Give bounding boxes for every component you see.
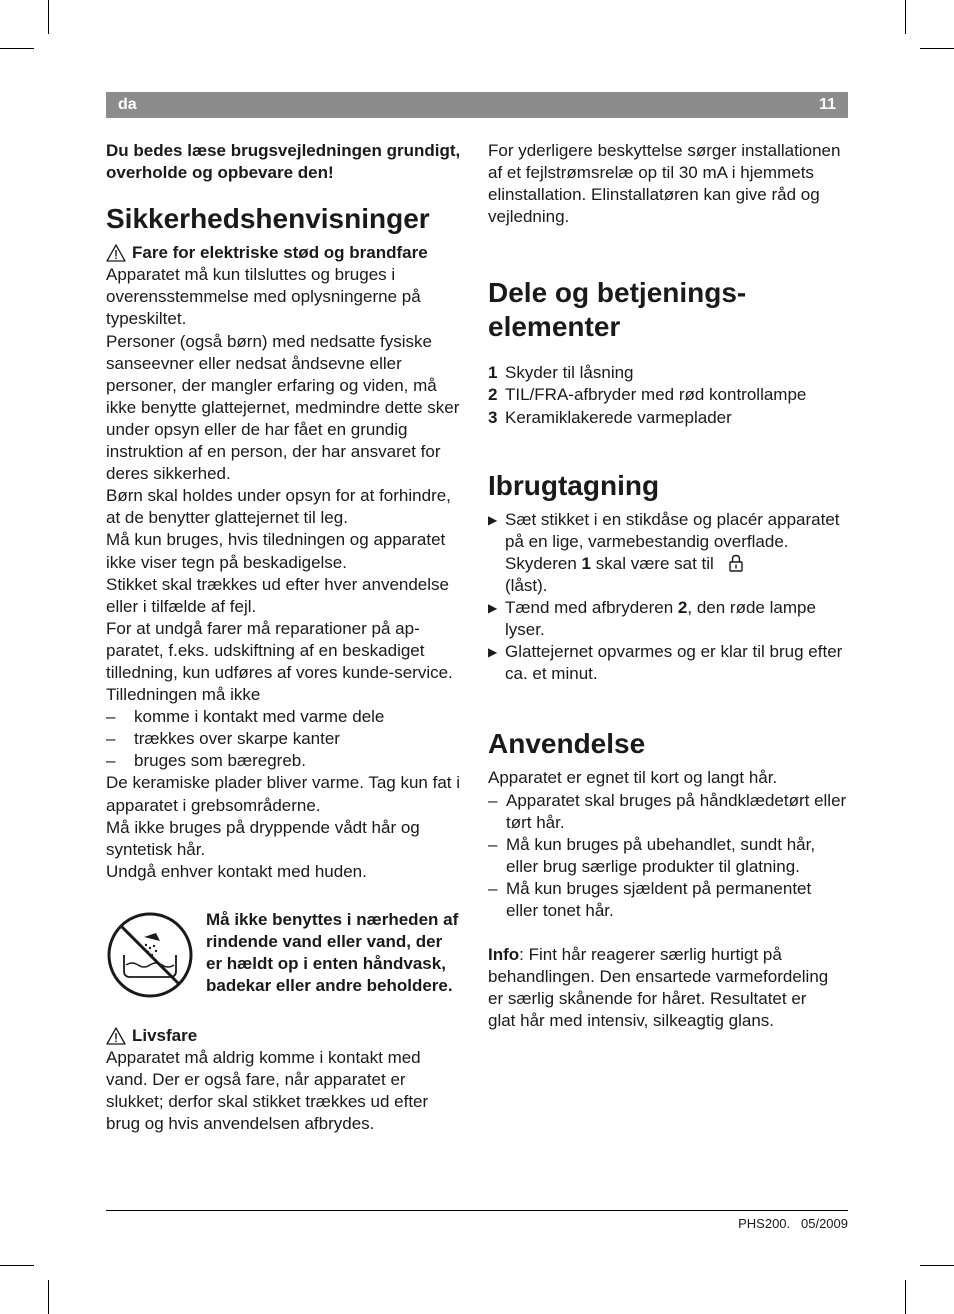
- crop-mark: [920, 1265, 954, 1266]
- water-notice: [106, 909, 462, 999]
- parts-heading: Dele og betjenings-elementer: [488, 277, 747, 343]
- list-item: – Apparatet skal bruges på håndklædetørt eller tørt hår.: [488, 790, 847, 832]
- warning-triangle-icon: [106, 244, 126, 262]
- edition-date: 05/2009: [801, 1216, 848, 1231]
- left-column: [106, 140, 462, 1135]
- list-item: 3 Keramiklakerede varmeplader: [488, 407, 732, 427]
- paragraph: Apparatet må aldrig komme i kontakt med vand. Der er også fare, når apparatet er slukket; derfor skal stikket trækkes ud efter brug og hvis anvendelsen afbrydes.: [106, 1048, 429, 1134]
- paragraph: De keramiske plader bliver varme. Tag kun fat i apparatet i grebsområderne.: [106, 773, 461, 815]
- crop-mark: [0, 1265, 34, 1266]
- crop-mark: [905, 1280, 906, 1314]
- model-code: PHS200.: [738, 1216, 791, 1231]
- paragraph: Børn skal holdes under opsyn for at forhindre, at de benytter glattejernet til leg.: [106, 486, 451, 528]
- list-item: ▶ Tænd med afbryderen 2, den røde lampe lyser.: [488, 597, 848, 641]
- paragraph: For yderligere beskyttelse sørger installationen af et fejlstrømsrelæ op til 30 mA i hjemmets elinstallation. Elinstallatøren kan give råd og vejledning.: [488, 141, 841, 227]
- right-column: [488, 140, 848, 1032]
- start-steps: [488, 509, 848, 686]
- list-item: 2 TIL/FRA-afbryder med rød kontrollampe: [488, 385, 807, 405]
- warning-triangle-icon: [106, 1027, 126, 1045]
- list-item: – Må kun bruges sjældent på permanentet eller tonet hår.: [488, 878, 812, 920]
- list-item: 1 Skyder til låsning: [488, 363, 634, 383]
- paragraph: Apparatet er egnet til kort og langt hår.: [488, 768, 778, 788]
- list-item: – trækkes over skarpe kanter: [106, 729, 340, 749]
- language-code: da: [118, 96, 137, 113]
- page-footer: [738, 1216, 848, 1231]
- arrow-icon: ▶: [488, 512, 498, 527]
- page-number: 11: [819, 96, 836, 113]
- paragraph: Personer (også børn) med nedsatte fysiske sanseevner eller nedsat åndsevne eller personer, der mangler erfaring og viden, må ikke benytte glattejernet, medmindre dette sker under opsyn eller de har fået en grundig instruktion af en person, der har ansvaret for deres sikkerhed.: [106, 331, 460, 484]
- warning-title: Fare for elektriske stød og brandfare: [132, 243, 428, 263]
- cord-list: [106, 706, 462, 772]
- water-notice-text: Må ikke benyttes i nærheden af rindende vand eller vand, der er hældt op i enten håndvask, badekar eller andre beholdere.: [206, 909, 459, 996]
- crop-mark: [905, 0, 906, 34]
- crop-mark: [0, 48, 34, 49]
- list-item: – Må kun bruges på ubehandlet, sundt hår, eller brug særlige produkter til glatning.: [488, 834, 816, 876]
- info-label: Info: [488, 945, 520, 965]
- footer-divider: [106, 1210, 848, 1211]
- paragraph: Stikket skal trækkes ud efter hver anvendelse eller i tilfælde af fejl.: [106, 574, 449, 616]
- info-text: : Fint hår reagerer særlig hurtigt på behandlingen. Den ensartede varmefordeling er særlig skånende for håret. Resultatet er glat hår med intensiv, silkeagtig glans.: [488, 945, 829, 1031]
- paragraph: For at undgå farer må reparationer på ap-paratet, f.eks. udskiftning af en beskadiget tilledning, kun udføres af vores kunde-service.: [106, 618, 453, 682]
- safety-heading: Sikkerhedshenvisninger: [106, 203, 430, 235]
- paragraph: Må ikke bruges på dryppende vådt hår og syntetisk hår.: [106, 817, 420, 859]
- use-list: [488, 790, 848, 923]
- info-paragraph: [488, 944, 833, 1032]
- parts-list: [488, 362, 848, 428]
- warning-title: Livsfare: [132, 1025, 198, 1045]
- page-header: [106, 92, 848, 118]
- arrow-icon: ▶: [488, 601, 498, 616]
- crop-mark: [48, 1280, 49, 1314]
- start-heading: Ibrugtagning: [488, 469, 660, 501]
- paragraph: Tilledningen må ikke: [106, 685, 261, 705]
- warning-life: [106, 1025, 462, 1047]
- no-water-icon: [106, 911, 194, 999]
- paragraph: Undgå enhver kontakt med huden.: [106, 861, 367, 881]
- list-item: – komme i kontakt med varme dele: [106, 707, 385, 727]
- list-item: – bruges som bæregreb.: [106, 751, 306, 771]
- crop-mark: [48, 0, 49, 34]
- intro-text: Du bedes læse brugsvejledningen grundigt, overholde og opbevare den!: [106, 141, 461, 183]
- paragraph: Apparatet må kun tilsluttes og bruges i overensstemmelse med oplysningerne på typeskiltet.: [106, 265, 421, 329]
- crop-mark: [920, 48, 954, 49]
- arrow-icon: ▶: [488, 645, 498, 660]
- list-item: ▶ Sæt stikket i en stikdåse og placér apparatet på en lige, varmebestandig overflade. Skyderen 1 skal være sat til (låst).: [488, 509, 848, 597]
- lock-icon: [729, 554, 743, 572]
- warning-electric: [106, 242, 462, 264]
- list-item: ▶ Glattejernet opvarmes og er klar til brug efter ca. et minut.: [488, 641, 848, 685]
- use-heading: Anvendelse: [488, 728, 646, 760]
- paragraph: Må kun bruges, hvis tiledningen og apparatet ikke viser tegn på beskadigelse.: [106, 530, 446, 572]
